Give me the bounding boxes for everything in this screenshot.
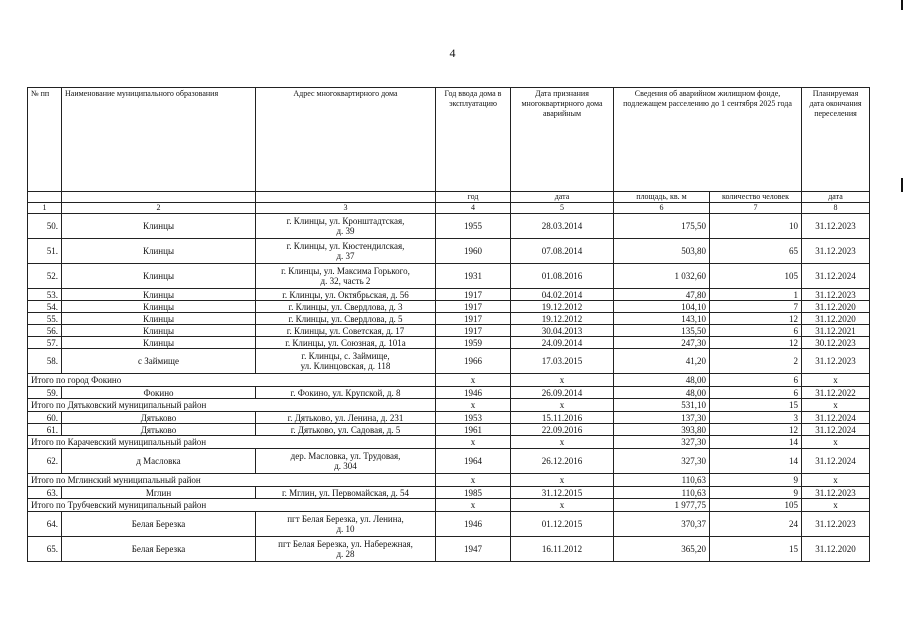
cell-date: 17.03.2015 [511,349,614,374]
cell-end-date: x [802,474,870,487]
table-header-row [28,88,870,192]
cell-year: 1917 [436,325,511,337]
subtotal-row [28,374,870,387]
cell-municipality: Фокино [62,387,256,399]
address-line: пгт Белая Березка, ул. Ленина, [287,514,404,524]
cell-people: 12 [710,313,802,325]
page-number: 4 [449,46,456,60]
cell-area: 1 977,75 [614,499,710,512]
cell-num: 59. [28,387,62,399]
cell-num: 51. [28,239,62,264]
column-number: 2 [62,203,256,214]
table-row [28,537,870,562]
cell-people: 105 [710,499,802,512]
cell-people: 6 [710,374,802,387]
subtotal-label: Итого по Дятьковский муниципальный район [28,399,436,412]
cell-address [256,537,436,562]
cell-year: x [436,436,511,449]
cell-people: 12 [710,424,802,436]
cell-year: 1946 [436,512,511,537]
cell-address [256,239,436,264]
cell-area: 175,50 [614,214,710,239]
cell-end-date: 31.12.2023 [802,349,870,374]
cell-people: 9 [710,474,802,487]
cell-num: 52. [28,264,62,289]
cell-end-date: x [802,399,870,412]
cell-people: 12 [710,337,802,349]
cell-date: 24.09.2014 [511,337,614,349]
subtotal-label: Итого по Трубчевский муниципальный район [28,499,436,512]
cell-year: 1947 [436,537,511,562]
table-row [28,512,870,537]
cell-year: x [436,499,511,512]
cell-people: 2 [710,349,802,374]
table-row [28,301,870,313]
cell-address [256,349,436,374]
table-row [28,449,870,474]
cell-municipality: Клинцы [62,214,256,239]
cell-address [256,449,436,474]
cell-date: 01.08.2016 [511,264,614,289]
cell-year: x [436,399,511,412]
address-line: г. Клинцы, ул. Кронштадтская, [286,216,405,226]
cell-municipality: д Масловка [62,449,256,474]
cell-end-date: 31.12.2023 [802,289,870,301]
subtotal-label: Итого по Мглинский муниципальный район [28,474,436,487]
cell-date: 07.08.2014 [511,239,614,264]
address-line: г. Фокино, ул. Крупской, д. 8 [290,387,401,398]
cell-people: 1 [710,289,802,301]
cell-people: 14 [710,436,802,449]
cell-area: 47,80 [614,289,710,301]
cell-municipality: с Займище [62,349,256,374]
cell-people: 6 [710,387,802,399]
column-number: 4 [436,203,511,214]
address-line: д. 39 [336,226,355,236]
cell-num: 55. [28,313,62,325]
cell-municipality: Клинцы [62,313,256,325]
cell-end-date: 31.12.2024 [802,264,870,289]
subheader-date: дата [511,192,614,203]
address-line: г. Клинцы, ул. Советская, д. 17 [286,325,405,336]
cell-num: 53. [28,289,62,301]
cell-area: 104,10 [614,301,710,313]
address-line: д. 28 [336,549,355,559]
cell-people: 15 [710,399,802,412]
column-number: 7 [710,203,802,214]
cell-address [256,301,436,313]
column-number: 3 [256,203,436,214]
cell-end-date: 30.12.2023 [802,337,870,349]
header-date: Дата признания многоквартирного дома аварийным [511,88,614,192]
cell-people: 14 [710,449,802,474]
cell-area: 48,00 [614,387,710,399]
cell-people: 7 [710,301,802,313]
cell-area: 135,50 [614,325,710,337]
address-line: г. Мглин, ул. Первомайская, д. 54 [281,487,410,498]
table-row [28,264,870,289]
cell-area: 370,37 [614,512,710,537]
address-line: пгт Белая Березка, ул. Набережная, [278,539,413,549]
cell-year: 1917 [436,289,511,301]
cell-address [256,424,436,436]
cell-date: 01.12.2015 [511,512,614,537]
address-line: д. 32, часть 2 [320,276,371,286]
cell-end-date: 31.12.2023 [802,239,870,264]
header-municipality: Наименование муниципального образования [62,88,256,192]
resettlement-table [27,87,870,562]
cell-num: 50. [28,214,62,239]
address-line: д. 37 [336,251,355,261]
cell-municipality: Клинцы [62,264,256,289]
cell-date: 19.12.2012 [511,313,614,325]
cell-end-date: 31.12.2020 [802,301,870,313]
cell-people: 3 [710,412,802,424]
cell-end-date: 31.12.2023 [802,214,870,239]
subheader-area: площадь, кв. м [614,192,710,203]
cell-municipality: Клинцы [62,239,256,264]
table-row [28,214,870,239]
cell-end-date: x [802,436,870,449]
cell-date: x [511,474,614,487]
column-number: 8 [802,203,870,214]
cell-address [256,512,436,537]
cell-date: 31.12.2015 [511,487,614,499]
cell-end-date: 31.12.2024 [802,449,870,474]
cell-area: 110,63 [614,474,710,487]
header-info: Сведения об аварийном жилищном фонде, подлежащем расселению до 1 сентября 2025 года [614,88,802,192]
cell-end-date: 31.12.2020 [802,313,870,325]
address-line: д. 10 [336,524,355,534]
cell-year: 1917 [436,313,511,325]
cell-area: 41,20 [614,349,710,374]
header-address: Адрес многоквартирного дома [256,88,436,192]
cell-date: x [511,374,614,387]
cell-year: 1964 [436,449,511,474]
column-number: 6 [614,203,710,214]
cell-num: 57. [28,337,62,349]
cell-municipality: Дятьково [62,424,256,436]
cell-municipality: Дятьково [62,412,256,424]
header-planned: Планируемая дата окончания переселения [802,88,870,192]
cell-area: 531,10 [614,399,710,412]
cell-address [256,412,436,424]
cell-date: 16.11.2012 [511,537,614,562]
cell-year: 1955 [436,214,511,239]
cell-area: 247,30 [614,337,710,349]
table-row [28,239,870,264]
table-row [28,337,870,349]
edge-mark-middle [901,178,903,192]
cell-municipality: Мглин [62,487,256,499]
cell-date: 19.12.2012 [511,301,614,313]
subtotal-row [28,499,870,512]
cell-end-date: 31.12.2020 [802,537,870,562]
header-year: Год ввода дома в эксплуатацию [436,88,511,192]
cell-address [256,214,436,239]
cell-end-date: x [802,374,870,387]
cell-num: 62. [28,449,62,474]
edge-mark-top [901,0,903,10]
cell-area: 393,80 [614,424,710,436]
cell-num: 54. [28,301,62,313]
cell-date: 26.12.2016 [511,449,614,474]
cell-address [256,289,436,301]
cell-num: 63. [28,487,62,499]
cell-municipality: Белая Березка [62,537,256,562]
table-row [28,387,870,399]
cell-area: 137,30 [614,412,710,424]
cell-num: 60. [28,412,62,424]
subtotal-label: Итого по Карачевский муниципальный район [28,436,436,449]
cell-year: 1946 [436,387,511,399]
cell-municipality: Клинцы [62,289,256,301]
subtotal-row [28,474,870,487]
cell-address [256,337,436,349]
table-subheader-row [28,192,870,203]
table-row [28,487,870,499]
address-line: г. Клинцы, ул. Свердлова, д. 3 [288,301,403,312]
address-line: г. Клинцы, ул. Свердлова, д. 5 [288,313,403,324]
cell-area: 110,63 [614,487,710,499]
cell-address [256,487,436,499]
cell-date: 30.04.2013 [511,325,614,337]
subtotal-label: Итого по город Фокино [28,374,436,387]
cell-date: 15.11.2016 [511,412,614,424]
column-number: 1 [28,203,62,214]
cell-area: 143,10 [614,313,710,325]
cell-date: x [511,436,614,449]
cell-date: 28.03.2014 [511,214,614,239]
table-row [28,349,870,374]
cell-people: 15 [710,537,802,562]
cell-date: 22.09.2016 [511,424,614,436]
subheader-year: год [436,192,511,203]
address-line: г. Клинцы, с. Займище, [301,351,390,361]
cell-num: 58. [28,349,62,374]
cell-area: 327,30 [614,449,710,474]
cell-year: 1960 [436,239,511,264]
cell-people: 24 [710,512,802,537]
cell-address [256,387,436,399]
cell-people: 65 [710,239,802,264]
cell-num: 56. [28,325,62,337]
table-row [28,289,870,301]
column-number-row [28,203,870,214]
address-line: дер. Масловка, ул. Трудовая, [290,451,401,461]
cell-address [256,264,436,289]
address-line: ул. Клинцовская, д. 118 [300,361,391,371]
cell-year: 1961 [436,424,511,436]
cell-year: 1931 [436,264,511,289]
cell-people: 6 [710,325,802,337]
cell-address [256,325,436,337]
address-line: г. Дятьково, ул. Ленина, д. 231 [287,412,404,423]
address-line: д. 304 [334,461,357,471]
cell-area: 365,20 [614,537,710,562]
cell-area: 327,30 [614,436,710,449]
cell-municipality: Клинцы [62,325,256,337]
cell-end-date: 31.12.2021 [802,325,870,337]
subtotal-row [28,436,870,449]
cell-end-date: 31.12.2023 [802,512,870,537]
address-line: г. Клинцы, ул. Максима Горького, [281,266,410,276]
column-number: 5 [511,203,614,214]
table-row [28,313,870,325]
cell-end-date: 31.12.2024 [802,424,870,436]
cell-end-date: 31.12.2024 [802,412,870,424]
cell-year: 1953 [436,412,511,424]
cell-people: 10 [710,214,802,239]
cell-municipality: Белая Березка [62,512,256,537]
address-line: г. Клинцы, ул. Кюстендилская, [286,241,405,251]
cell-people: 105 [710,264,802,289]
cell-date: x [511,399,614,412]
address-line: г. Дятьково, ул. Садовая, д. 5 [290,424,401,435]
cell-year: 1985 [436,487,511,499]
cell-municipality: Клинцы [62,337,256,349]
cell-people: 9 [710,487,802,499]
table-row [28,424,870,436]
cell-end-date: 31.12.2023 [802,487,870,499]
cell-end-date: 31.12.2022 [802,387,870,399]
subheader-people: количество человек [710,192,802,203]
cell-end-date: x [802,499,870,512]
address-line: г. Клинцы, ул. Октябрьская, д. 56 [282,289,409,300]
cell-area: 48,00 [614,374,710,387]
cell-year: x [436,374,511,387]
table-row [28,325,870,337]
cell-year: 1959 [436,337,511,349]
cell-year: x [436,474,511,487]
header-num: № пп [28,88,62,192]
subtotal-row [28,399,870,412]
cell-year: 1917 [436,301,511,313]
cell-num: 65. [28,537,62,562]
cell-area: 1 032,60 [614,264,710,289]
table-row [28,412,870,424]
cell-date: 26.09.2014 [511,387,614,399]
cell-num: 61. [28,424,62,436]
cell-date: x [511,499,614,512]
cell-area: 503,80 [614,239,710,264]
subheader-end-date: дата [802,192,870,203]
cell-year: 1966 [436,349,511,374]
cell-address [256,313,436,325]
address-line: г. Клинцы, ул. Союзная, д. 101а [285,337,406,348]
cell-date: 04.02.2014 [511,289,614,301]
cell-num: 64. [28,512,62,537]
cell-municipality: Клинцы [62,301,256,313]
